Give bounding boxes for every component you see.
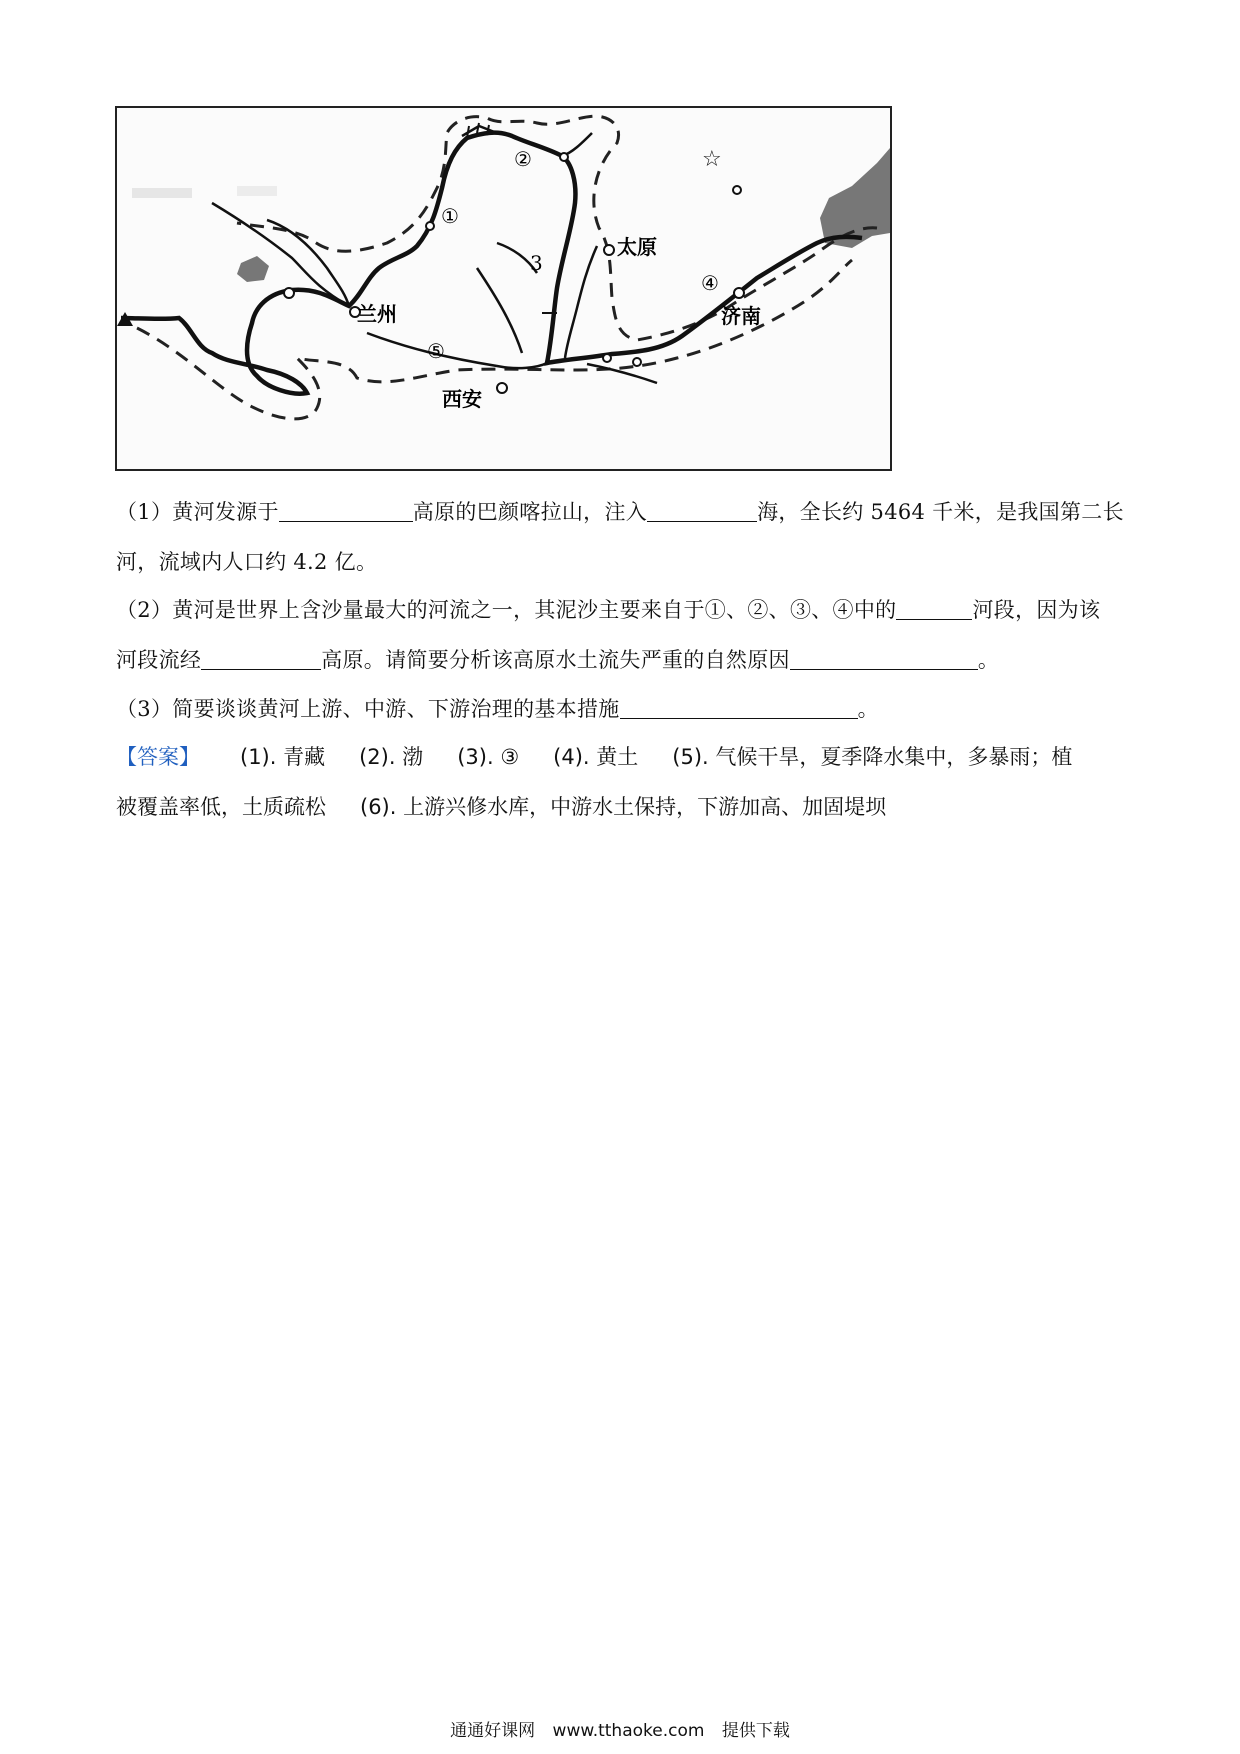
question-text: 河，流域内人口约 4.2 亿。 <box>116 550 378 574</box>
answer-item: (1). 青藏 <box>240 745 326 769</box>
question-text: 。 <box>857 697 879 721</box>
question-text: 高原的巴颜喀拉山，注入 <box>412 500 648 524</box>
question-text: 河段流经 <box>116 648 202 672</box>
answer-item: 被覆盖率低，土质疏松 <box>116 795 326 819</box>
page-footer <box>0 1716 1240 1741</box>
question-number: （3） <box>116 697 173 721</box>
answer-section <box>116 732 1136 832</box>
answer-blank[interactable] <box>620 696 858 719</box>
question-number: （1） <box>116 500 173 524</box>
answer-tag: 【答案】 <box>116 745 200 769</box>
capital-star-icon: ☆ <box>702 147 722 172</box>
label-taiyuan: 太原 <box>617 235 657 259</box>
label-n4: ④ <box>701 271 719 295</box>
answer-item: (3). ③ <box>457 745 520 769</box>
label-n5: ⑤ <box>427 339 445 363</box>
label-n3: 3 <box>530 251 543 275</box>
qinghai-lake <box>237 256 269 282</box>
bohai-sea-area <box>820 148 890 248</box>
label-jinan: 济南 <box>721 304 761 328</box>
label-n1: ① <box>441 204 459 228</box>
yellow-river-main <box>121 133 862 394</box>
question-text: 。 <box>977 648 1000 672</box>
footer-site-name: 通通好课网 <box>450 1721 536 1741</box>
answer-blank[interactable] <box>647 499 757 522</box>
answer-blank[interactable] <box>790 647 978 670</box>
map-drawing <box>117 108 890 469</box>
answer-item: (2). 渤 <box>359 745 424 769</box>
question-text: 简要谈谈黄河上游、中游、下游治理的基本措施 <box>172 697 620 721</box>
label-lanzhou: 兰州 <box>357 302 397 326</box>
label-n2: ② <box>514 147 532 171</box>
answer-blank[interactable] <box>201 647 321 670</box>
answer-blank[interactable] <box>896 597 972 620</box>
yellow-river-map <box>115 106 892 471</box>
label-xian: 西安 <box>442 387 482 411</box>
question-text: 河段，因为该 <box>972 598 1101 622</box>
footer-note: 提供下载 <box>721 1721 790 1741</box>
footer-url[interactable]: www.tthaoke.com <box>552 1721 705 1741</box>
answer-blank[interactable] <box>279 499 413 522</box>
question-1 <box>116 487 1136 587</box>
answer-item: (5). 气候干旱，夏季降水集中，多暴雨；植 <box>672 745 1073 769</box>
question-number: （2） <box>116 598 173 622</box>
question-text: 高原。请简要分析该高原水土流失严重的自然原因 <box>321 648 790 672</box>
answer-item: (6). 上游兴修水库，中游水土保持，下游加高、加固堤坝 <box>360 795 887 819</box>
question-text: 黄河是世界上含沙量最大的河流之一，其泥沙主要来自于①、②、③、④中的 <box>172 598 897 622</box>
question-3 <box>116 684 1136 734</box>
question-text: 海，全长约 5464 千米，是我国第二长 <box>757 500 1124 524</box>
answer-item: (4). 黄土 <box>553 745 639 769</box>
question-2 <box>116 585 1136 685</box>
question-text: 黄河发源于 <box>172 500 279 524</box>
